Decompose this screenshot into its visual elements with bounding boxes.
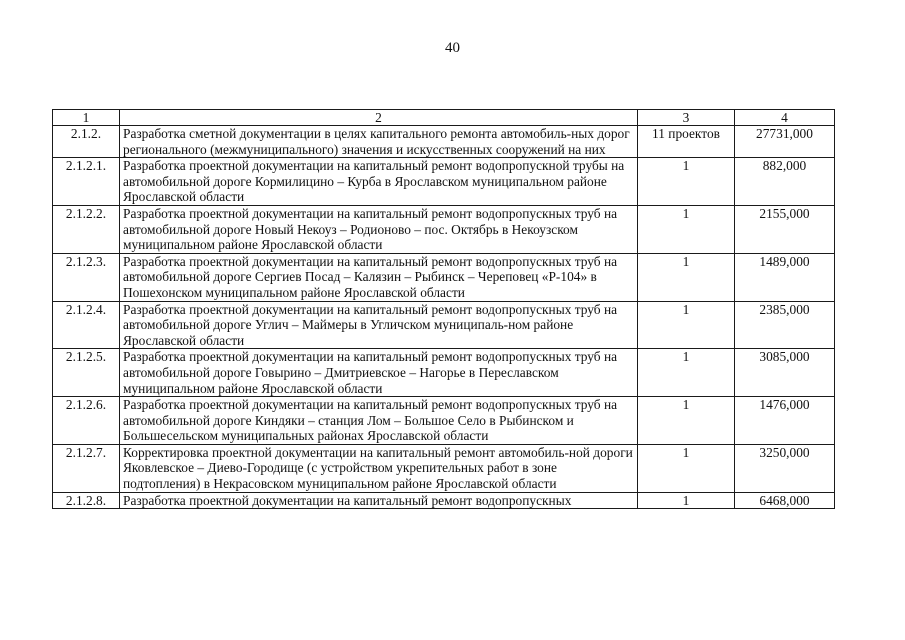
row-amount: 2155,000 (735, 205, 835, 253)
column-header: 4 (735, 110, 835, 126)
row-description: Разработка проектной документации на капитальный ремонт водопропускных (120, 492, 638, 509)
row-amount: 3250,000 (735, 444, 835, 492)
row-amount: 1476,000 (735, 397, 835, 445)
row-quantity: 1 (638, 301, 735, 349)
row-number: 2.1.2.8. (53, 492, 120, 509)
row-description: Разработка проектной документации на капитальный ремонт водопропускных труб на автомобильной дороге Говырино – Дмитриевское – Нагорье в Переславском муниципальном районе Ярославской области (120, 349, 638, 397)
row-number: 2.1.2.4. (53, 301, 120, 349)
table-row (53, 158, 835, 206)
row-amount: 2385,000 (735, 301, 835, 349)
row-quantity: 1 (638, 349, 735, 397)
column-header: 2 (120, 110, 638, 126)
row-description: Разработка сметной документации в целях капитального ремонта автомобиль-ных дорог регионального (межмуниципального) значения и искусственных сооружений на них (120, 126, 638, 158)
row-amount: 882,000 (735, 158, 835, 206)
row-amount: 27731,000 (735, 126, 835, 158)
table-row (53, 492, 835, 509)
row-number: 2.1.2.2. (53, 205, 120, 253)
row-description: Разработка проектной документации на капитальный ремонт водопропускных труб на автомобильной дороге Сергиев Посад – Калязин – Рыбинск – Череповец «Р-104» в Пошехонском муниципальном районе Ярославской области (120, 253, 638, 301)
row-quantity: 11 проектов (638, 126, 735, 158)
column-header: 3 (638, 110, 735, 126)
row-quantity: 1 (638, 205, 735, 253)
table-row (53, 253, 835, 301)
row-description: Разработка проектной документации на капитальный ремонт водопропускных труб на автомобильной дороге Киндяки – станция Лом – Большое Село в Рыбинском и Большесельском муниципальных районах Ярославской области (120, 397, 638, 445)
page-number: 40 (445, 40, 460, 56)
row-amount: 1489,000 (735, 253, 835, 301)
table-row (53, 349, 835, 397)
row-description: Разработка проектной документации на капитальный ремонт водопропускной трубы на автомобильной дороге Кормилицино – Курба в Ярославском муниципальном районе Ярославской области (120, 158, 638, 206)
row-description: Корректировка проектной документации на капитальный ремонт автомобиль-ной дороги Яковлевское – Диево-Городище (с устройством укрепительных работ в зоне подтопления) в Некрасовском муниципальном районе Ярославской области (120, 444, 638, 492)
table-header-row (53, 110, 835, 126)
row-quantity: 1 (638, 253, 735, 301)
table-row (53, 301, 835, 349)
row-number: 2.1.2.7. (53, 444, 120, 492)
row-amount: 6468,000 (735, 492, 835, 509)
table-row (53, 205, 835, 253)
row-number: 2.1.2.1. (53, 158, 120, 206)
row-description: Разработка проектной документации на капитальный ремонт водопропускных труб на автомобильной дороге Углич – Маймеры в Угличском муниципаль-ном районе Ярославской области (120, 301, 638, 349)
table-row (53, 397, 835, 445)
row-quantity: 1 (638, 492, 735, 509)
table-row (53, 444, 835, 492)
row-quantity: 1 (638, 397, 735, 445)
row-number: 2.1.2.5. (53, 349, 120, 397)
row-quantity: 1 (638, 158, 735, 206)
row-amount: 3085,000 (735, 349, 835, 397)
row-quantity: 1 (638, 444, 735, 492)
budget-table (52, 109, 835, 509)
row-description: Разработка проектной документации на капитальный ремонт водопропускных труб на автомобильной дороге Новый Некоуз – Родионово – пос. Октябрь в Некоузском муниципальном районе Ярославской области (120, 205, 638, 253)
row-number: 2.1.2.3. (53, 253, 120, 301)
row-number: 2.1.2. (53, 126, 120, 158)
row-number: 2.1.2.6. (53, 397, 120, 445)
table-row (53, 126, 835, 158)
column-header: 1 (53, 110, 120, 126)
